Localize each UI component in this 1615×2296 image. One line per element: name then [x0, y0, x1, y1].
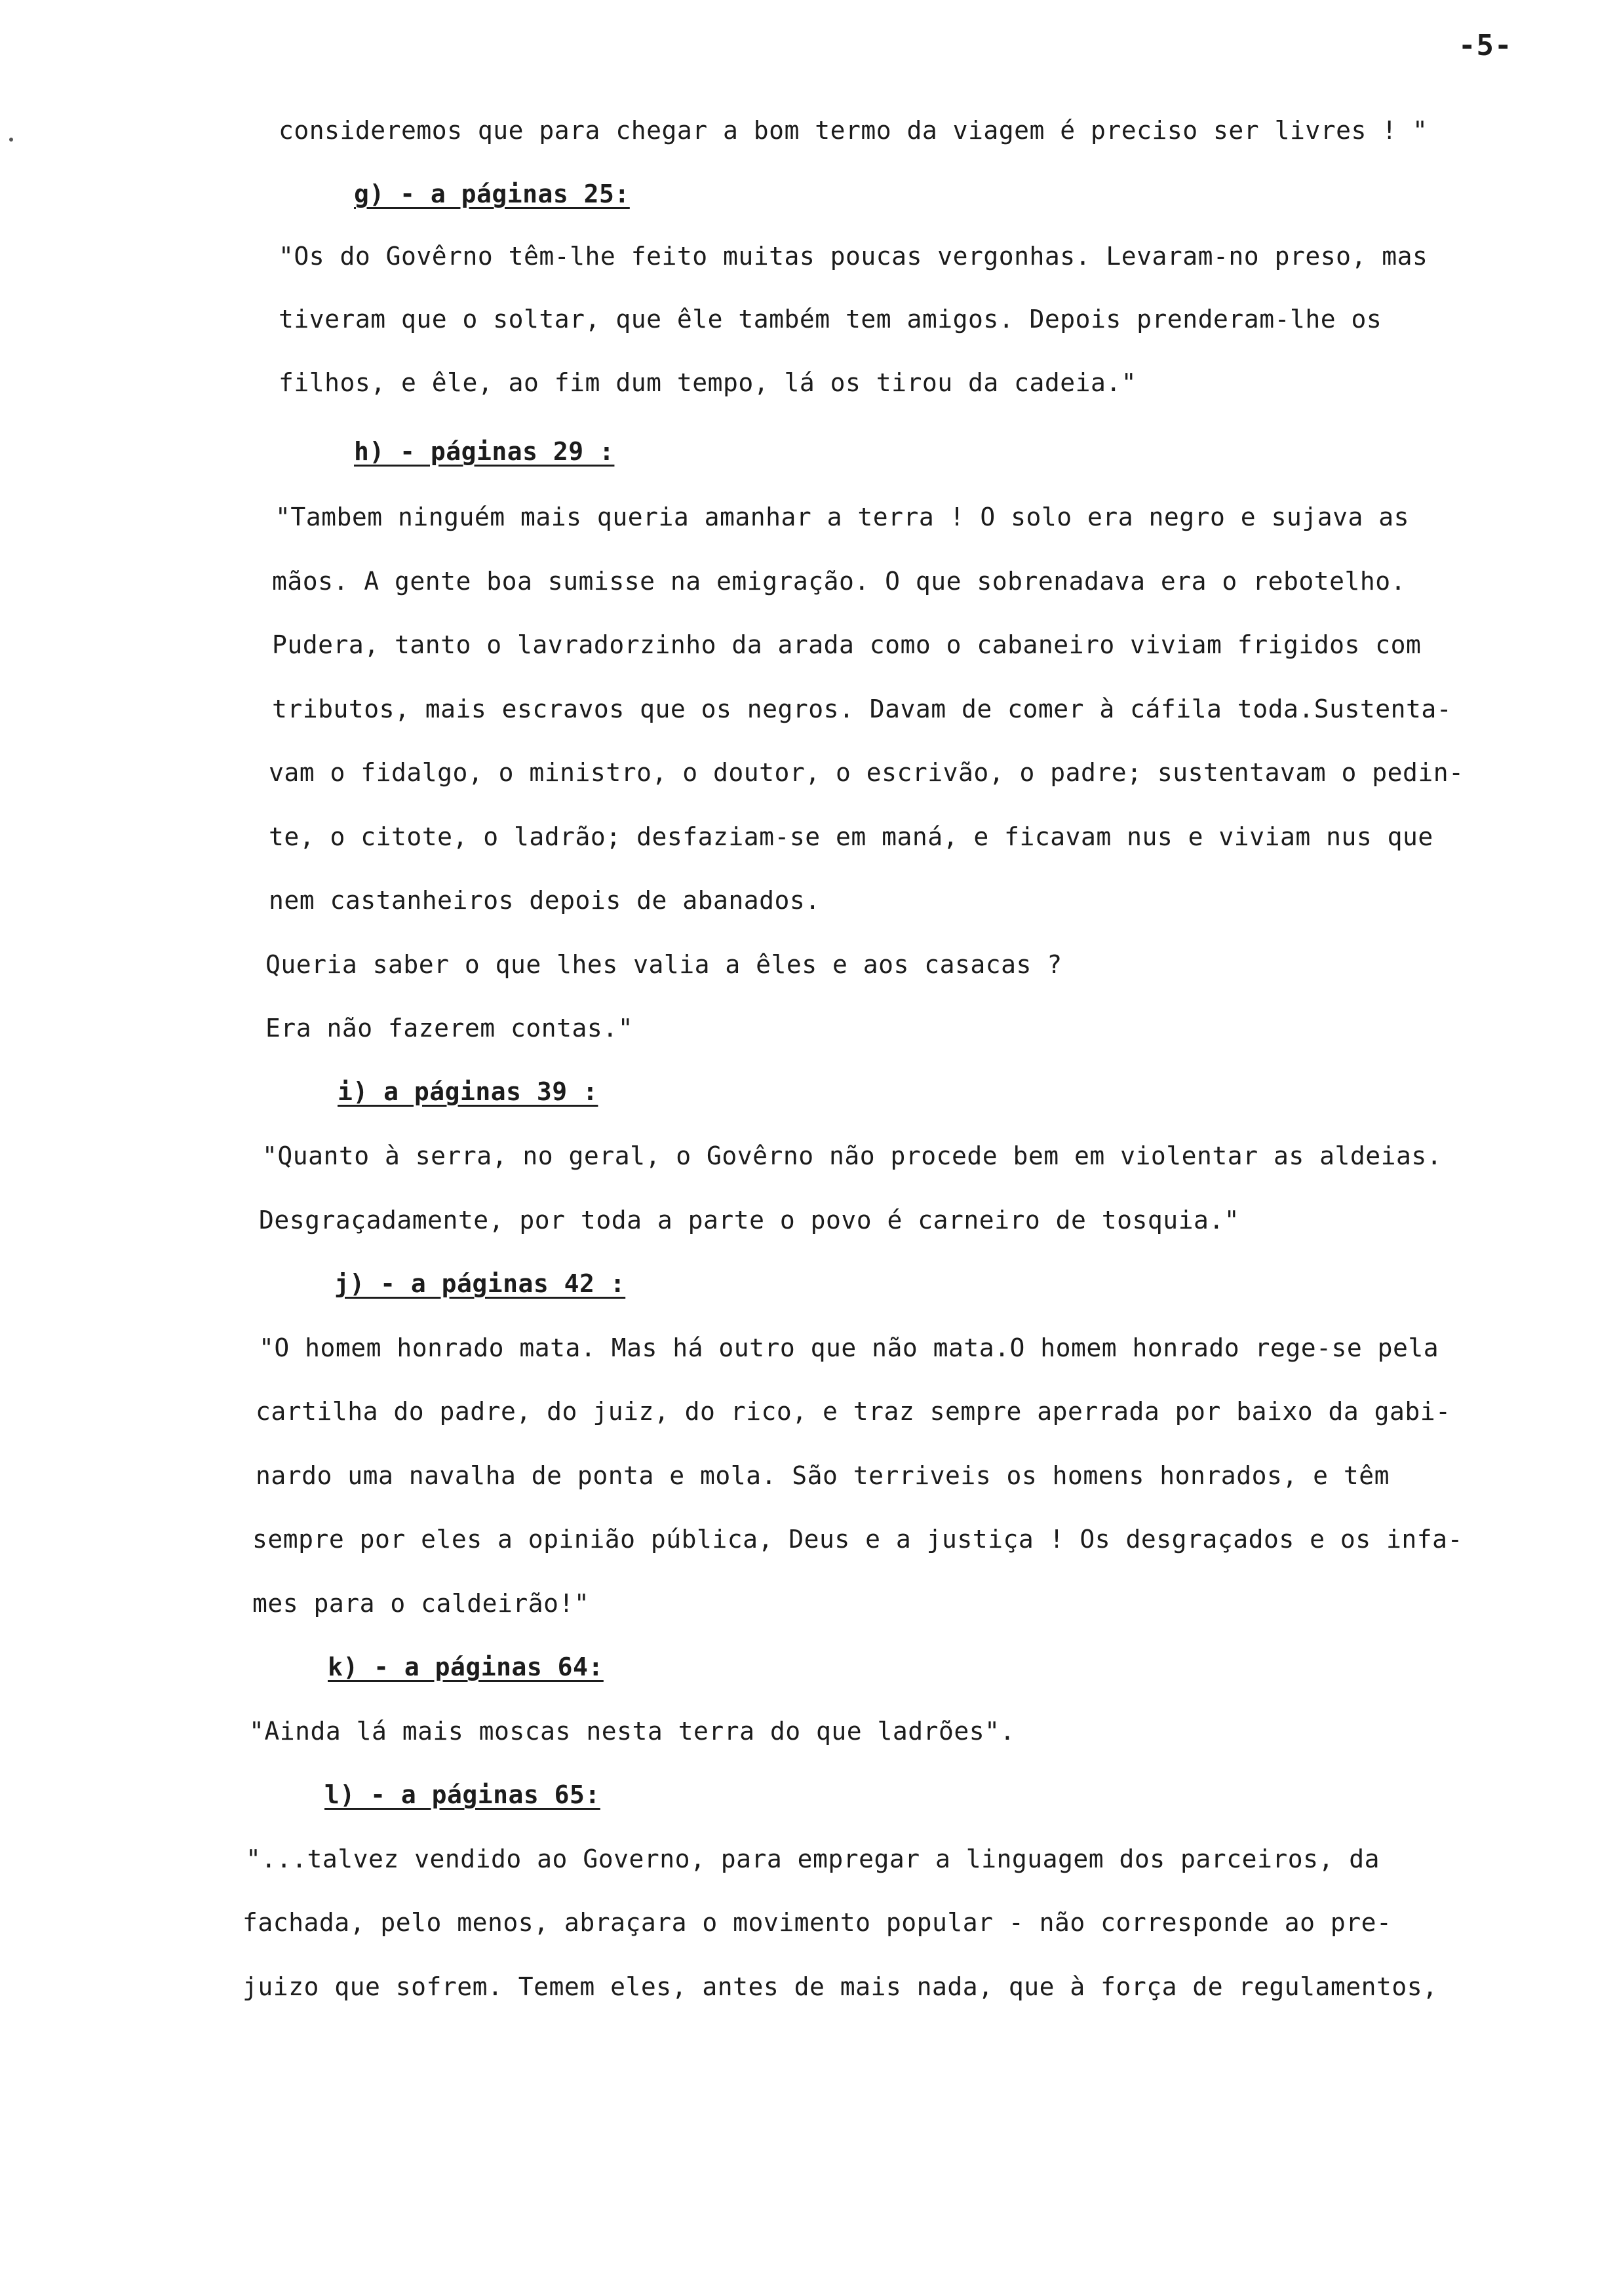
text-line: cartilha do padre, do juiz, do rico, e traz sempre aperrada por baixo da gabi- — [256, 1397, 1451, 1426]
text-line: nem castanheiros depois de abanados. — [269, 886, 821, 915]
text-line: te, o citote, o ladrão; desfaziam-se em maná, e ficavam nus e viviam nus que — [269, 822, 1433, 851]
text-line: fachada, pelo menos, abraçara o movimento popular - não corresponde ao pre- — [243, 1908, 1392, 1937]
text-line: Era não fazerem contas." — [265, 1014, 634, 1043]
text-line: Queria saber o que lhes valia a êles e aos casacas ? — [265, 950, 1062, 979]
text-line: "Tambem ninguém mais queria amanhar a terra ! O solo era negro e sujava as — [275, 503, 1409, 531]
text-line: "Os do Govêrno têm-lhe feito muitas poucas vergonhas. Levaram-no preso, mas — [279, 242, 1428, 271]
text-line: "O homem honrado mata. Mas há outro que não mata.O homem honrado rege-se pela — [259, 1333, 1439, 1362]
section-heading-g: g) - a páginas 25: — [354, 180, 630, 208]
text-line: mãos. A gente boa sumisse na emigração. O que sobrenadava era o rebotelho. — [272, 567, 1406, 596]
text-line: tributos, mais escravos que os negros. Davam de comer à cáfila toda.Sustenta- — [272, 695, 1452, 723]
text-line: sempre por eles a opinião pública, Deus e a justiça ! Os desgraçados e os infa- — [252, 1525, 1463, 1554]
section-heading-h: h) - páginas 29 : — [354, 437, 615, 466]
text-line: juizo que sofrem. Temem eles, antes de mais nada, que à força de regulamentos, — [243, 1972, 1438, 2001]
text-line: "Ainda lá mais moscas nesta terra do que ladrões". — [249, 1717, 1015, 1746]
text-line: Pudera, tanto o lavradorzinho da arada como o cabaneiro viviam frigidos com — [272, 630, 1422, 659]
section-heading-k: k) - a páginas 64: — [328, 1653, 604, 1681]
text-line: tiveram que o soltar, que êle também tem amigos. Depois prenderam-lhe os — [279, 305, 1382, 334]
margin-mark — [9, 138, 13, 142]
text-line: Desgraçadamente, por toda a parte o povo é carneiro de tosquia." — [259, 1206, 1240, 1234]
text-line: filhos, e êle, ao fim dum tempo, lá os tirou da cadeia." — [279, 368, 1137, 397]
section-heading-j: j) - a páginas 42 : — [334, 1269, 626, 1298]
section-heading-i: i) a páginas 39 : — [338, 1077, 598, 1106]
text-line: vam o fidalgo, o ministro, o doutor, o escrivão, o padre; sustentavam o pedin- — [269, 758, 1464, 787]
text-line: "...talvez vendido ao Governo, para empregar a linguagem dos parceiros, da — [246, 1845, 1380, 1873]
text-line: "Quanto à serra, no geral, o Govêrno não procede bem em violentar as aldeias. — [262, 1141, 1443, 1170]
text-line: nardo uma navalha de ponta e mola. São terriveis os homens honrados, e têm — [256, 1461, 1390, 1490]
section-heading-l: l) - a páginas 65: — [324, 1780, 600, 1809]
page-number: -5- — [1458, 29, 1513, 62]
text-line: consideremos que para chegar a bom termo da viagem é preciso ser livres ! " — [279, 116, 1428, 145]
text-line: mes para o caldeirão!" — [252, 1589, 590, 1618]
